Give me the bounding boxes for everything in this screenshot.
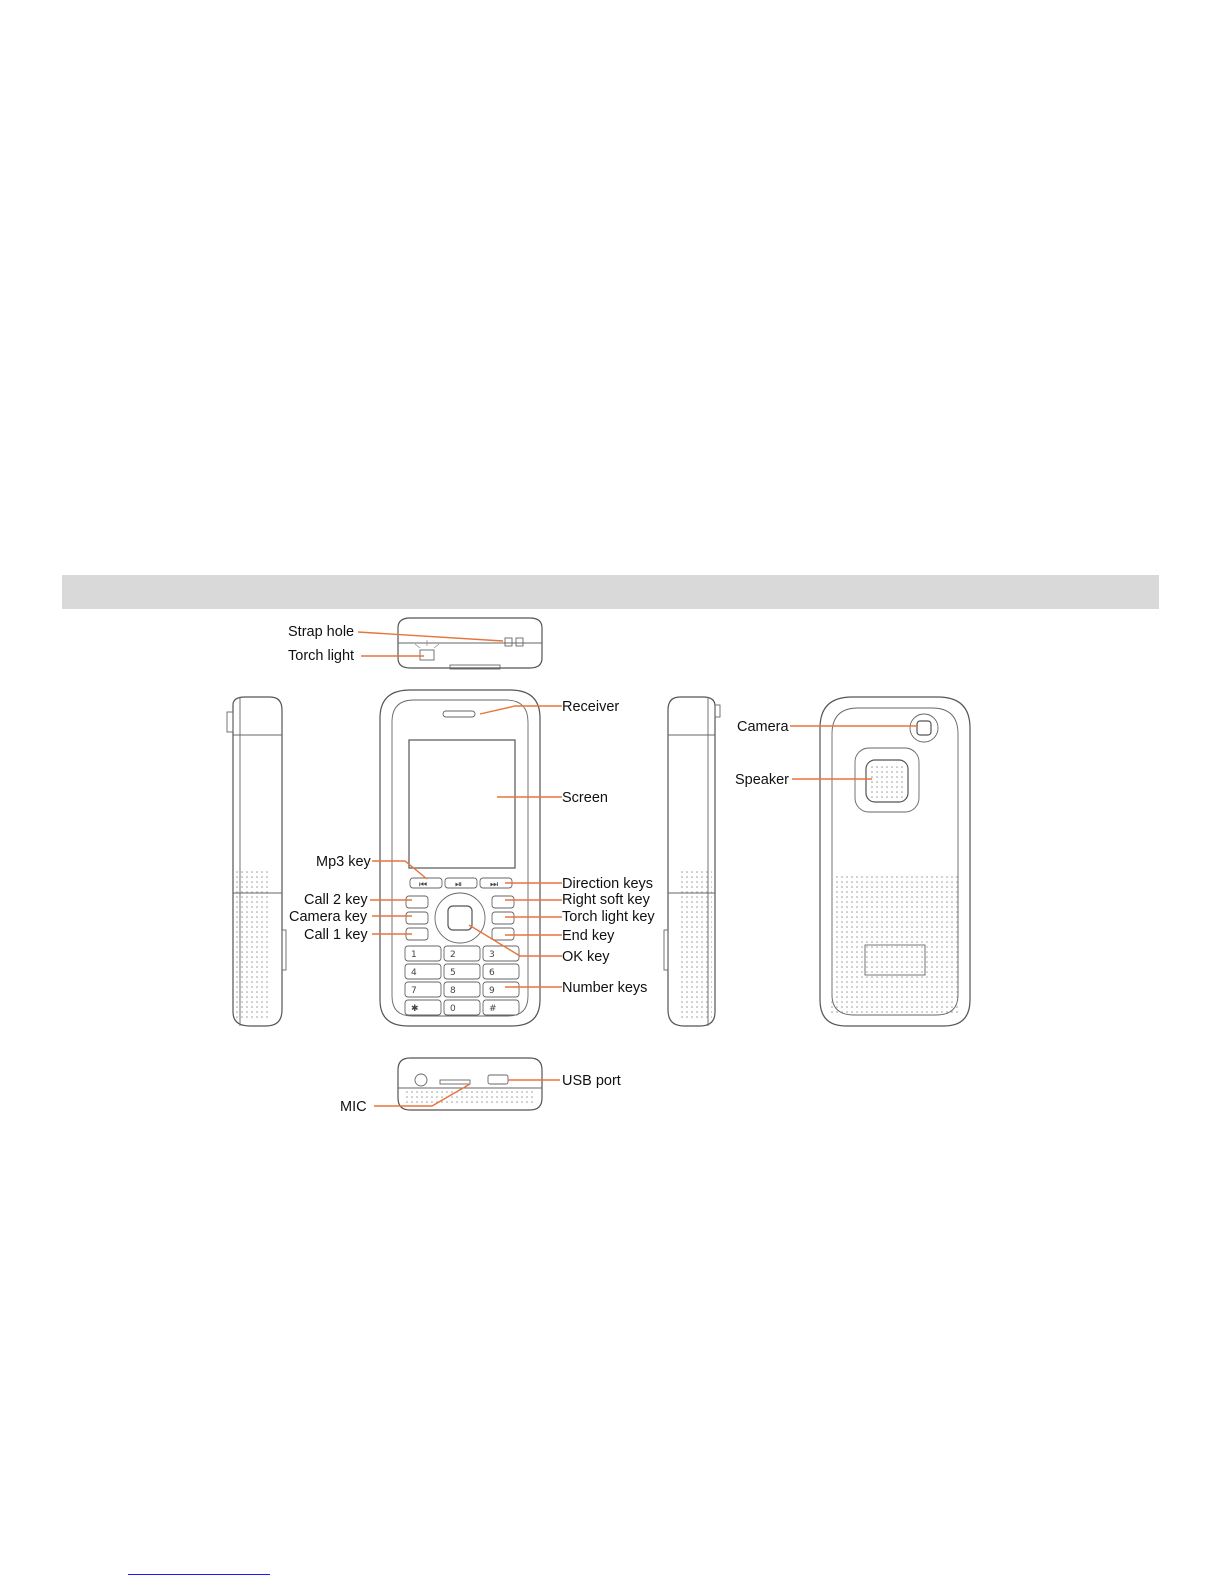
- keypad-key-label: 3: [489, 950, 495, 960]
- label-receiver: Receiver: [562, 699, 620, 715]
- keypad-key-label: #: [489, 1004, 497, 1014]
- label-mp3-key: Mp3 key: [316, 854, 371, 870]
- label-camera: Camera: [737, 719, 789, 735]
- label-camera-key: Camera key: [289, 909, 368, 925]
- label-usb-port: USB port: [562, 1073, 621, 1089]
- keypad-key-label: 4: [411, 968, 417, 978]
- label-call2-key: Call 2 key: [304, 892, 368, 908]
- keypad-key-label: 5: [450, 968, 456, 978]
- phone-top-view: [398, 618, 542, 669]
- keypad-key-label: 0: [450, 1004, 456, 1014]
- keypad-key-label: ✱: [411, 1004, 419, 1014]
- svg-text:⏮: ⏮: [419, 880, 428, 890]
- phone-left-side-view: [227, 697, 286, 1026]
- keypad-key-label: 8: [450, 986, 456, 996]
- keypad-key-label: 1: [411, 950, 417, 960]
- label-direction-keys: Direction keys: [562, 876, 654, 892]
- label-right-soft-key: Right soft key: [562, 892, 650, 908]
- label-call1-key: Call 1 key: [304, 927, 368, 943]
- label-mic: MIC: [340, 1099, 367, 1115]
- svg-text:⏯: ⏯: [455, 880, 463, 890]
- label-ok-key: OK key: [562, 949, 610, 965]
- keypad-key-label: 7: [411, 986, 417, 996]
- phone-back-view: [820, 697, 970, 1026]
- label-number-keys: Number keys: [562, 980, 648, 996]
- label-strap-hole: Strap hole: [288, 624, 355, 640]
- keypad-key-label: 2: [450, 950, 456, 960]
- label-end-key: End key: [562, 928, 615, 944]
- label-screen: Screen: [562, 790, 608, 806]
- phone-front-view: [380, 690, 540, 1026]
- label-torch-light-key: Torch light key: [562, 909, 655, 925]
- label-torch-light: Torch light: [288, 648, 355, 664]
- svg-text:⏭: ⏭: [490, 880, 499, 890]
- phone-right-side-view: [664, 697, 720, 1026]
- label-speaker: Speaker: [735, 772, 790, 788]
- keypad-key-label: 9: [489, 986, 495, 996]
- keypad-key-label: 6: [489, 968, 495, 978]
